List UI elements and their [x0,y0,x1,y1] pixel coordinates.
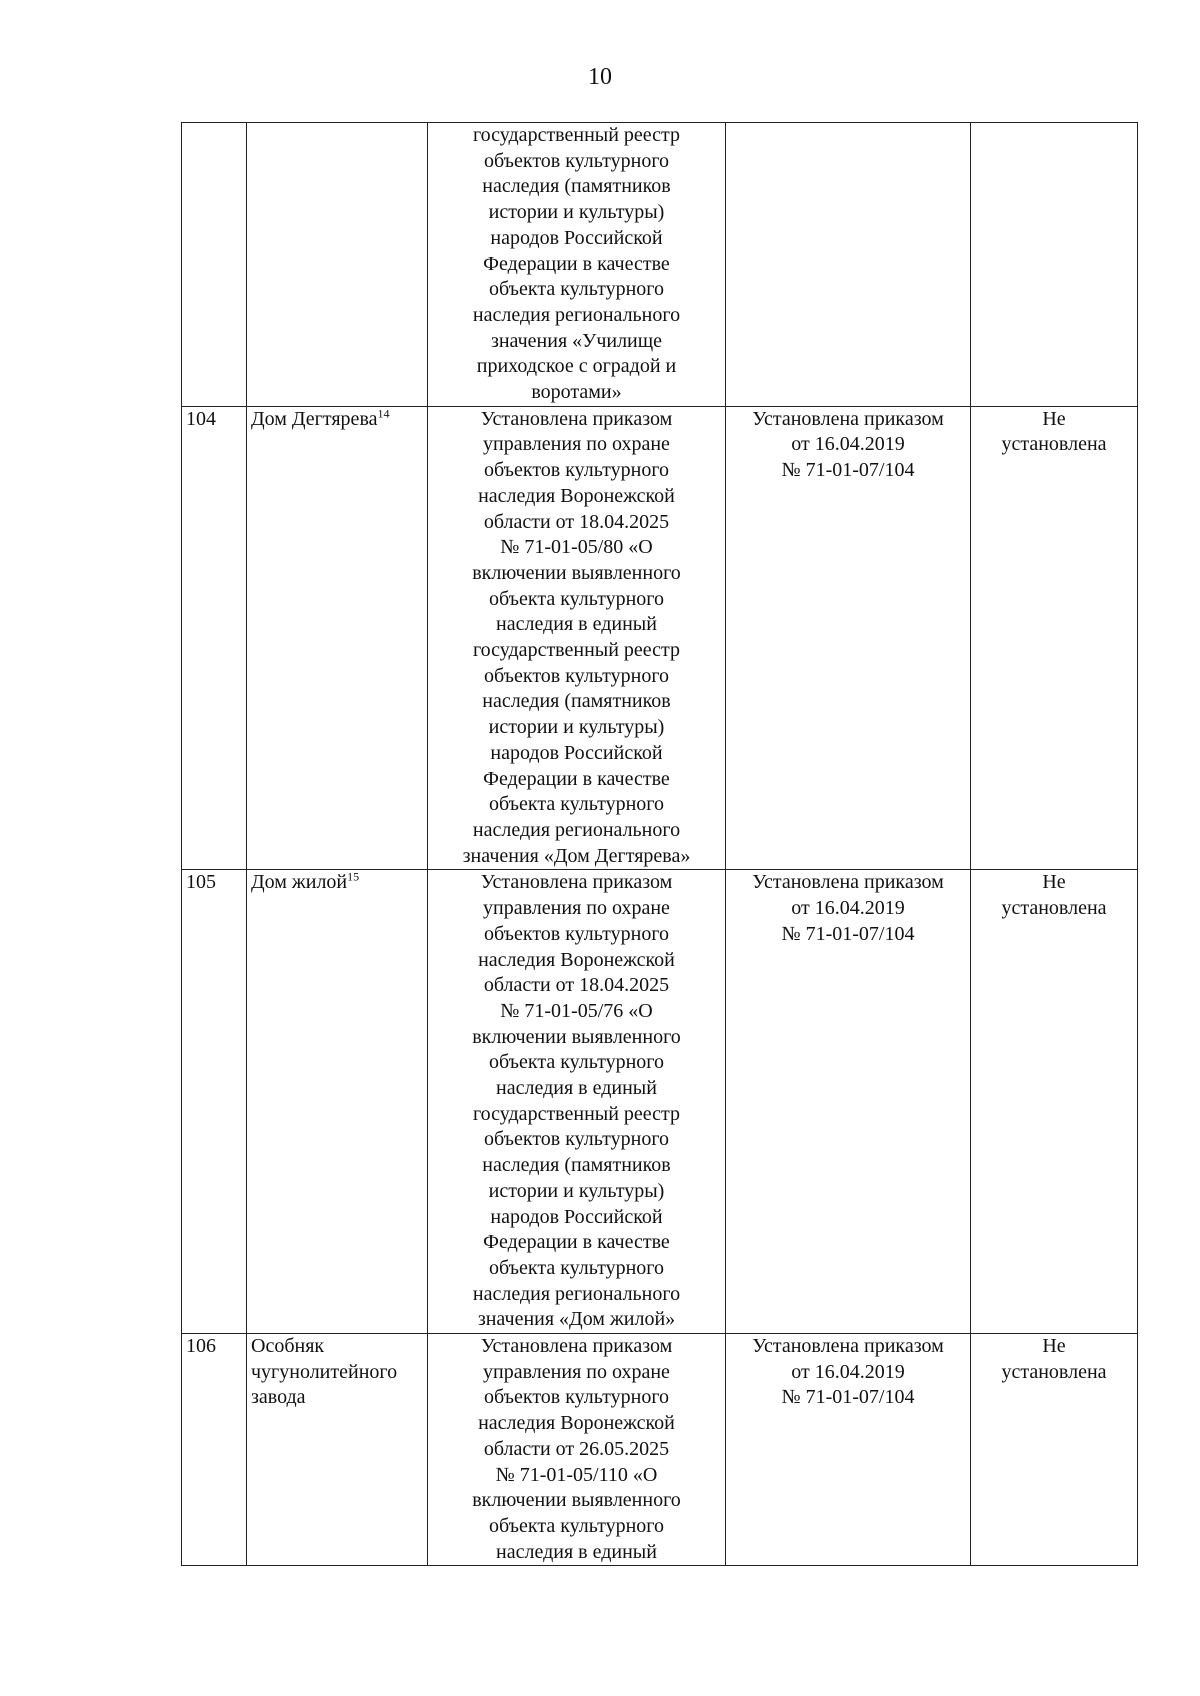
order-line [730,1334,966,1360]
description-line-text: истории и культуры) [488,1179,665,1202]
status-cell [971,123,1138,407]
description-line-text: наследия Воронежской [478,484,675,507]
description-line [432,458,721,484]
description-line [432,948,721,974]
order-line [730,896,966,922]
description-line [432,174,721,200]
description-line [432,1360,721,1386]
description-line [432,561,721,587]
description-line [432,1411,721,1437]
order-cell [726,123,971,407]
description-line [432,741,721,767]
description-line [432,1307,721,1333]
description-line [432,1153,721,1179]
order-line [730,1385,966,1411]
protection-zone-description-cell [428,870,726,1334]
description-line [432,1050,721,1076]
protection-zone-description-cell [428,1334,726,1566]
description-line [432,1256,721,1282]
status-line [975,1360,1133,1386]
description-line [432,329,721,355]
description-line-text: значения «Училище [490,329,663,352]
status-cell [971,1334,1138,1566]
row-number: 105 [186,871,216,894]
order-line-text: от 16.04.2019 [791,897,905,920]
order-line-text: от 16.04.2019 [791,433,905,456]
description-line [432,432,721,458]
table-row [182,1334,1138,1566]
order-line [730,922,966,948]
description-line-text: № 71-01-05/76 «О [500,999,653,1022]
description-line [432,612,721,638]
order-line-text: № 71-01-07/104 [781,1386,915,1409]
description-line-text: наследия в единый [496,613,657,636]
description-line-text: области от 18.04.2025 [483,510,670,533]
object-name-line-text: завода [251,1386,306,1409]
status-line [975,896,1133,922]
table-row [182,123,1138,407]
object-name-line-text: Дом Дегтярева [251,407,378,430]
description-line-text: области от 26.05.2025 [483,1437,670,1460]
table-row [182,870,1138,1334]
description-line-text: объектов культурного [483,459,670,482]
description-line-text: Установлена приказом [480,407,673,430]
row-number-cell [182,1334,247,1566]
table-row [182,406,1138,870]
status-cell [971,870,1138,1334]
status-line-text: Не [1042,1335,1066,1358]
description-line-text: управления по охране [483,433,670,456]
status-line [975,407,1133,433]
description-line-text: объекта культурного [489,587,664,610]
status-line-text: установлена [1001,433,1107,456]
order-line [730,1360,966,1386]
description-line [432,1437,721,1463]
description-line [432,535,721,561]
description-line [432,1076,721,1102]
description-line [432,689,721,715]
description-line [432,922,721,948]
object-name-line-text: Дом жилой [251,871,348,894]
object-name-line-text: чугунолитейного [251,1360,398,1383]
footnote-reference: 15 [347,869,360,884]
order-cell [726,1334,971,1566]
description-line-text: объектов культурного [483,149,670,172]
status-line [975,870,1133,896]
description-line-text: государственный реестр [472,1102,681,1125]
object-name-line [251,1385,423,1411]
description-line-text: наследия Воронежской [478,948,675,971]
description-line [432,1514,721,1540]
order-line [730,458,966,484]
description-line-text: № 71-01-05/110 «О [495,1463,658,1486]
table-body [182,123,1138,1566]
order-line-text: Установлена приказом [752,407,944,430]
description-line-text: наследия регионального [472,1282,681,1305]
description-line-text: наследия Воронежской [478,1412,675,1435]
description-line [432,1334,721,1360]
description-line [432,999,721,1025]
object-name-line-text: Особняк [251,1335,325,1358]
description-line-text: истории и культуры) [488,201,665,224]
description-line [432,123,721,149]
status-cell [971,406,1138,870]
description-line [432,226,721,252]
description-line-text: объекта культурного [489,1051,664,1074]
description-line [432,1179,721,1205]
description-line [432,715,721,741]
description-line-text: наследия (памятников [482,690,671,713]
description-line [432,1488,721,1514]
description-line-text: объектов культурного [483,1386,670,1409]
protection-zone-description-cell [428,406,726,870]
description-line-text: наследия в единый [496,1077,657,1100]
description-line [432,1463,721,1489]
description-line-text: Федерации в качестве [483,767,670,790]
description-line [432,200,721,226]
description-line [432,149,721,175]
description-line [432,587,721,613]
object-name-cell [247,123,428,407]
description-line-text: объектов культурного [483,922,670,945]
description-line-text: включении выявленного [472,1025,681,1048]
description-line [432,1540,721,1566]
description-line [432,664,721,690]
status-line-text: Не [1042,871,1066,894]
protection-zone-description-cell [428,123,726,407]
description-line-text: объекта культурного [489,278,664,301]
row-number-cell [182,870,247,1334]
description-line [432,818,721,844]
heritage-registry-table [181,122,1138,1566]
order-line-text: № 71-01-07/104 [781,922,915,945]
description-line-text: объекта культурного [489,1256,664,1279]
description-line-text: значения «Дом жилой» [477,1308,676,1331]
description-line [432,1102,721,1128]
description-line [432,973,721,999]
description-line-text: государственный реестр [472,639,681,662]
description-line [432,407,721,433]
description-line [432,1282,721,1308]
description-line-text: управления по охране [483,1360,670,1383]
object-name-line [251,407,423,433]
description-line-text: включении выявленного [472,561,681,584]
status-line-text: установлена [1001,1360,1107,1383]
description-line-text: Установлена приказом [480,1335,673,1358]
description-line-text: наследия (памятников [482,175,671,198]
order-line-text: Установлена приказом [752,871,944,894]
description-line-text: приходское с оградой и [476,355,677,378]
row-number-cell [182,406,247,870]
status-line [975,1334,1133,1360]
description-line-text: наследия (памятников [482,1154,671,1177]
description-line-text: воротами» [531,381,622,404]
description-line [432,792,721,818]
description-line-text: народов Российской [490,226,663,249]
object-name-cell [247,1334,428,1566]
order-line-text: от 16.04.2019 [791,1360,905,1383]
description-line [432,1385,721,1411]
object-name-line [251,870,423,896]
order-line [730,407,966,433]
description-line [432,252,721,278]
object-name-cell [247,870,428,1334]
description-line-text: наследия регионального [472,303,681,326]
page-number: 10 [588,64,612,90]
description-line-text: объектов культурного [483,1128,670,1151]
description-line [432,277,721,303]
object-name-line [251,1334,423,1360]
order-line [730,432,966,458]
order-line-text: Установлена приказом [752,1335,944,1358]
description-line [432,1127,721,1153]
description-line-text: объектов культурного [483,664,670,687]
description-line-text: государственный реестр [472,124,681,146]
description-line-text: объекта культурного [489,793,664,816]
description-line-text: наследия регионального [472,818,681,841]
order-cell [726,870,971,1334]
description-line [432,896,721,922]
description-line-text: № 71-01-05/80 «О [500,536,653,559]
description-line-text: значения «Дом Дегтярева» [462,844,691,867]
row-number-cell [182,123,247,407]
description-line [432,303,721,329]
status-line-text: установлена [1001,897,1107,920]
object-name-line [251,1360,423,1386]
description-line-text: объекта культурного [489,1514,664,1537]
description-line-text: народов Российской [490,741,663,764]
status-line-text: Не [1042,407,1066,430]
description-line [432,844,721,870]
description-line [432,354,721,380]
description-line [432,510,721,536]
row-number: 106 [186,1335,216,1358]
description-line [432,1230,721,1256]
footnote-reference: 14 [377,406,390,421]
description-line-text: области от 18.04.2025 [483,974,670,997]
description-line [432,870,721,896]
status-line [975,432,1133,458]
order-line [730,870,966,896]
description-line-text: включении выявленного [472,1489,681,1512]
row-number: 104 [186,407,216,430]
description-line-text: Федерации в качестве [483,252,670,275]
description-line [432,380,721,406]
description-line-text: наследия в единый [496,1540,657,1563]
description-line-text: управления по охране [483,897,670,920]
description-line [432,1025,721,1051]
description-line [432,638,721,664]
object-name-cell [247,406,428,870]
description-line-text: истории и культуры) [488,716,665,739]
order-cell [726,406,971,870]
description-line [432,1205,721,1231]
description-line-text: Федерации в качестве [483,1231,670,1254]
order-line-text: № 71-01-07/104 [781,459,915,482]
description-line [432,767,721,793]
description-line-text: Установлена приказом [480,871,673,894]
description-line-text: народов Российской [490,1205,663,1228]
description-line [432,484,721,510]
